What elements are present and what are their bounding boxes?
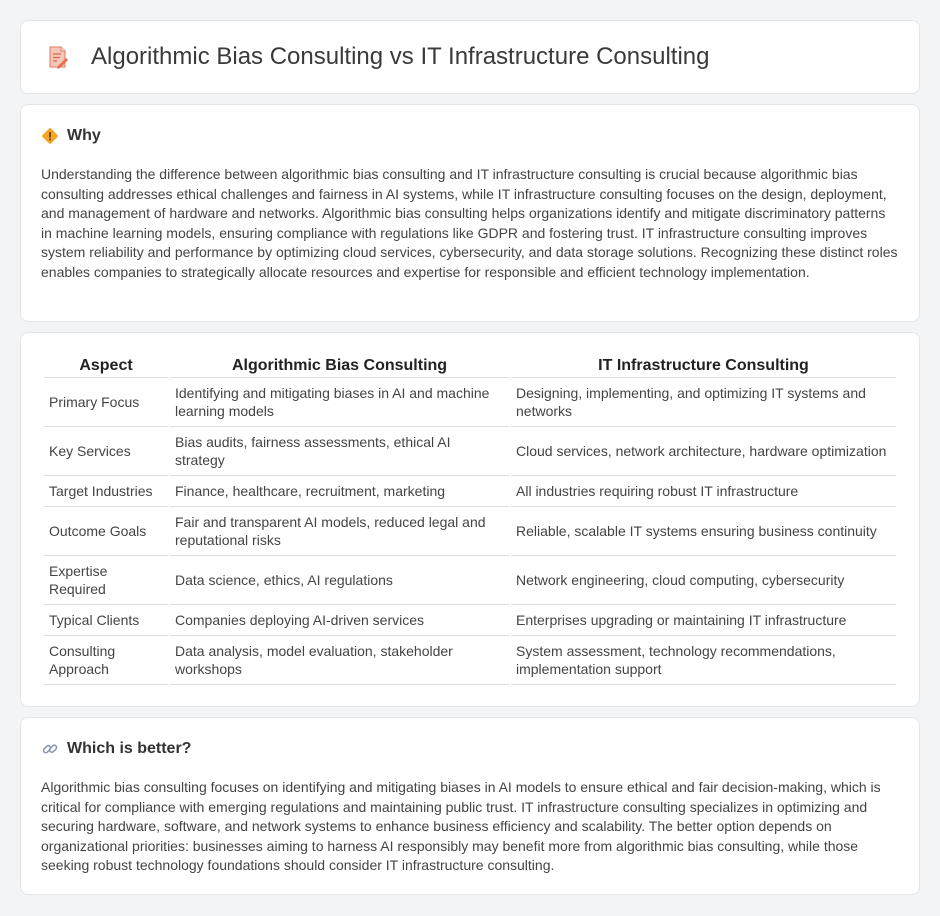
why-heading-text: Why — [67, 127, 101, 144]
row-aspect: Consulting Approach — [44, 636, 168, 685]
row-it-infrastructure: All industries requiring robust IT infrastructure — [511, 476, 896, 507]
comparison-table — [42, 353, 898, 685]
better-heading-text: Which is better? — [67, 740, 192, 757]
row-it-infrastructure: Cloud services, network architecture, hardware optimization — [511, 427, 896, 476]
row-aspect: Primary Focus — [44, 378, 168, 427]
table-header-row — [44, 353, 896, 378]
link-icon — [41, 740, 59, 758]
why-paragraph: Understanding the difference between algorithmic bias consulting and IT infrastructure consulting is crucial because algorithmic bias consulting addresses ethical challenges and fairness in AI systems, while IT infrastructure consulting focuses on the design, deployment, and management of hardware and networks. Algorithmic bias consulting helps organizations identify and mitigate discriminatory patterns in machine learning models, ensuring compliance with regulations like GDPR and fostering trust. IT infrastructure consulting improves system reliability and performance by optimizing cloud services, cybersecurity, and data storage solutions. Recognizing these distinct roles enables companies to strategically allocate resources and expertise for responsible and efficient technology implementation. — [41, 166, 898, 280]
better-paragraph: Algorithmic bias consulting focuses on identifying and mitigating biases in AI models to ensure ethical and fair decision-making, which is critical for compliance with emerging regulations and maintaining public trust. IT infrastructure consulting specializes in optimizing and securing hardware, software, and network systems to enhance business efficiency and scalability. The better option depends on organizational priorities: businesses aiming to harness AI responsibly may benefit more from algorithmic bias consulting, while those seeking robust technology foundations should consider IT infrastructure consulting. — [41, 779, 881, 874]
row-algorithmic-bias: Companies deploying AI-driven services — [170, 605, 509, 636]
table-row — [44, 556, 896, 605]
row-algorithmic-bias: Finance, healthcare, recruitment, marketing — [170, 476, 509, 507]
edit-document-icon — [47, 45, 69, 69]
header-aspect: Aspect — [44, 353, 168, 378]
row-aspect: Outcome Goals — [44, 507, 168, 556]
why-heading — [41, 127, 899, 145]
row-algorithmic-bias: Bias audits, fairness assessments, ethical AI strategy — [170, 427, 509, 476]
row-it-infrastructure: Network engineering, cloud computing, cybersecurity — [511, 556, 896, 605]
table-row — [44, 427, 896, 476]
page-title: Algorithmic Bias Consulting vs IT Infrastructure Consulting — [91, 43, 710, 70]
diamond-warning-icon — [41, 127, 59, 145]
row-aspect: Target Industries — [44, 476, 168, 507]
title-card — [20, 20, 920, 94]
row-it-infrastructure: System assessment, technology recommendations, implementation support — [511, 636, 896, 685]
header-algorithmic-bias: Algorithmic Bias Consulting — [170, 353, 509, 378]
better-heading — [41, 740, 899, 758]
comparison-table-card — [20, 332, 920, 707]
row-algorithmic-bias: Data science, ethics, AI regulations — [170, 556, 509, 605]
row-aspect: Key Services — [44, 427, 168, 476]
row-algorithmic-bias: Data analysis, model evaluation, stakeholder workshops — [170, 636, 509, 685]
table-row — [44, 476, 896, 507]
which-is-better-section — [20, 717, 920, 895]
row-it-infrastructure: Designing, implementing, and optimizing IT systems and networks — [511, 378, 896, 427]
table-row — [44, 378, 896, 427]
row-aspect: Typical Clients — [44, 605, 168, 636]
row-it-infrastructure: Enterprises upgrading or maintaining IT infrastructure — [511, 605, 896, 636]
row-aspect: Expertise Required — [44, 556, 168, 605]
row-algorithmic-bias: Fair and transparent AI models, reduced legal and reputational risks — [170, 507, 509, 556]
table-row — [44, 507, 896, 556]
table-row — [44, 605, 896, 636]
row-algorithmic-bias: Identifying and mitigating biases in AI and machine learning models — [170, 378, 509, 427]
table-row — [44, 636, 896, 685]
header-it-infrastructure: IT Infrastructure Consulting — [511, 353, 896, 378]
why-section — [20, 104, 920, 322]
row-it-infrastructure: Reliable, scalable IT systems ensuring business continuity — [511, 507, 896, 556]
